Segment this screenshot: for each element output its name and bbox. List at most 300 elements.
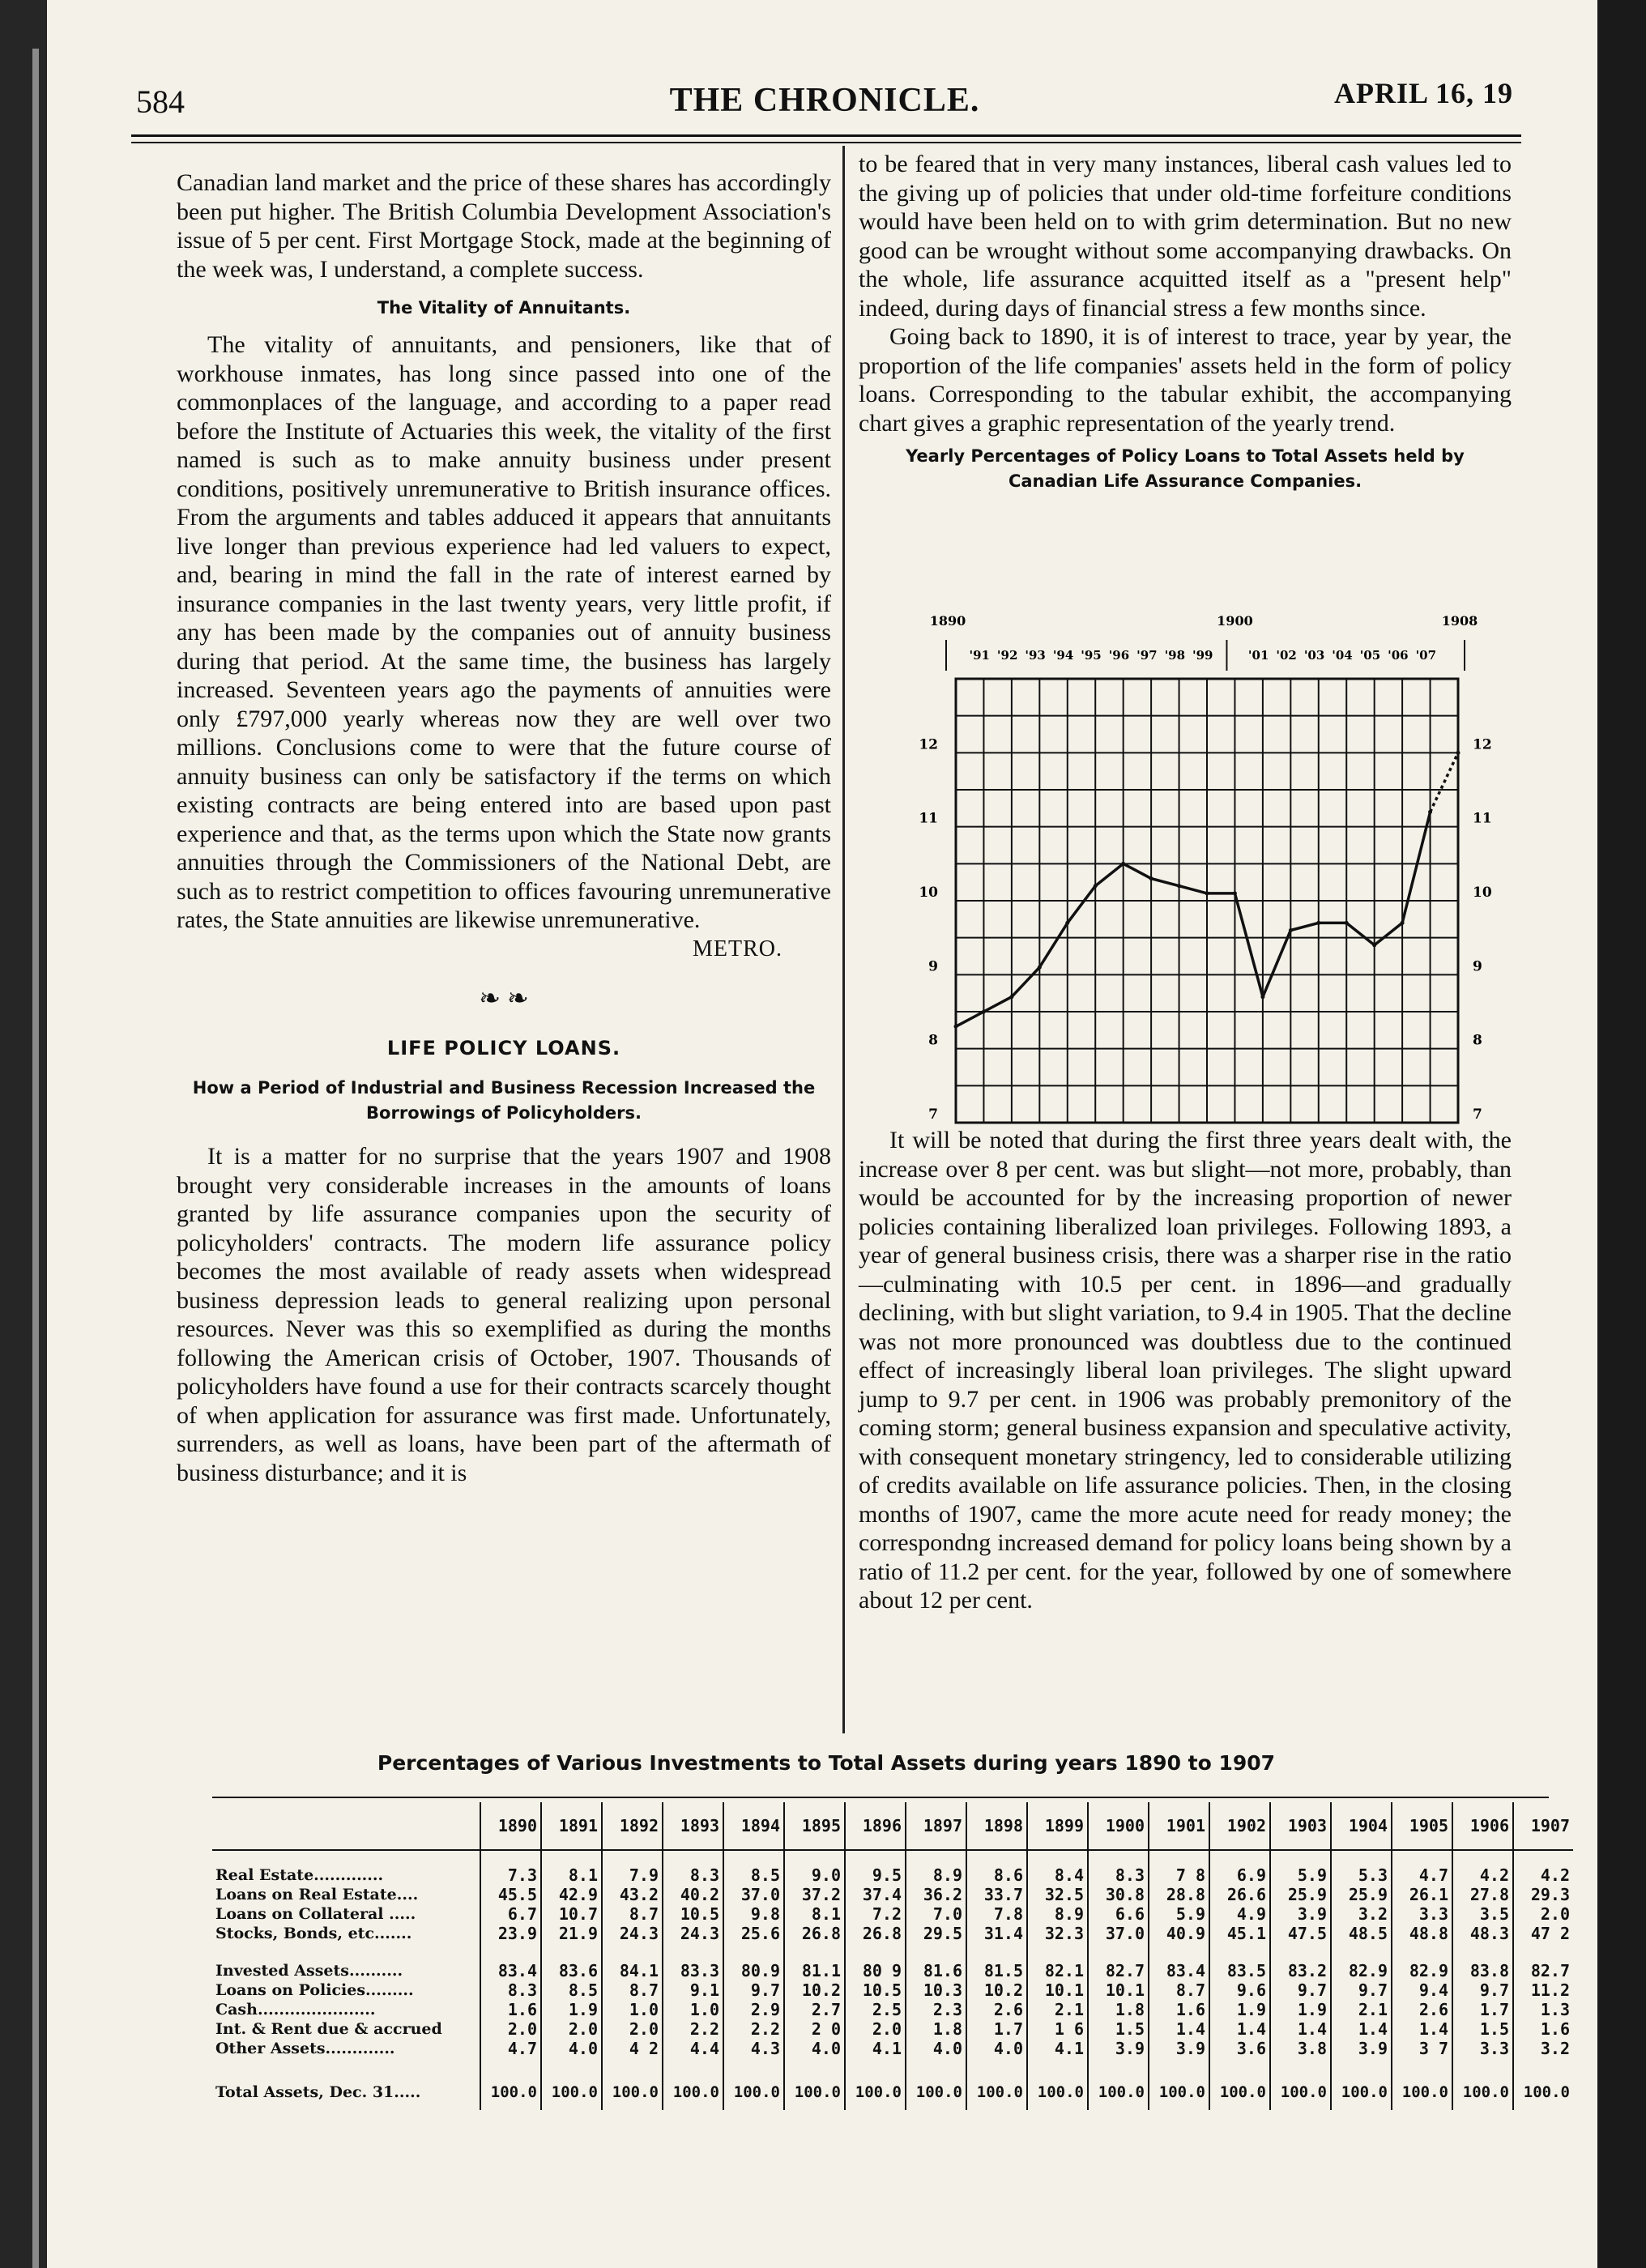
spacer-cell <box>602 2058 663 2074</box>
spacer-cell <box>480 2058 541 2074</box>
data-point <box>1401 921 1405 925</box>
row-label: Loans on Real Estate.... <box>215 1886 419 1904</box>
table-cell: 8.3 <box>480 1980 541 2000</box>
column-rule <box>842 146 845 1733</box>
table-cell: 45.1 <box>1209 1924 1270 1943</box>
table-cell: 3.2 <box>1513 2039 1573 2058</box>
spacer-cell <box>1027 2058 1088 2074</box>
table-cell: 8.3 <box>663 1865 723 1885</box>
journal-title: THE CHRONICLE. <box>669 82 980 119</box>
table-cell: 3.2 <box>1331 1904 1392 1924</box>
table-cell: 3.9 <box>1088 2039 1149 2058</box>
x-tick-label: '95 <box>1081 648 1102 663</box>
table-row <box>212 1904 1573 1924</box>
table-cell: 8.3 <box>1088 1865 1149 1885</box>
table-cell: 42.9 <box>541 1885 602 1904</box>
table-cell: 1.9 <box>1209 2000 1270 2019</box>
x-top-label: 1908 <box>1441 613 1478 629</box>
table-cell: 2 0 <box>784 2019 845 2039</box>
table-cell: 32.3 <box>1027 1924 1088 1943</box>
year-header: 1890 <box>480 1802 541 1850</box>
spacer-cell <box>966 2058 1027 2074</box>
table-cell: 1.5 <box>1088 2019 1149 2039</box>
table-cell: 40.2 <box>663 1885 723 1904</box>
spacer-cell <box>1270 1943 1331 1961</box>
book-spine <box>0 0 47 2268</box>
row-label: Int. & Rent due & accrued <box>215 2020 442 2038</box>
table-cell: 3.9 <box>1270 1904 1331 1924</box>
table-cell: 10.2 <box>784 1980 845 2000</box>
table-cell: 4.4 <box>663 2039 723 2058</box>
table-cell: 26.1 <box>1392 1885 1452 1904</box>
spacer-cell <box>1209 2058 1270 2074</box>
data-point <box>1177 884 1181 888</box>
table-cell: 83.5 <box>1209 1961 1270 1980</box>
spacer-cell <box>212 1850 480 1865</box>
spacer-cell <box>212 1943 480 1961</box>
table-cell: 100.0 <box>723 2074 784 2110</box>
spacer-cell <box>480 1943 541 1961</box>
table-cell: 2.0 <box>602 2019 663 2039</box>
spacer-cell <box>1088 2058 1149 2074</box>
y-tick-label-left: 11 <box>919 810 938 827</box>
year-header: 1891 <box>541 1802 602 1850</box>
spacer-cell <box>663 1850 723 1865</box>
table-cell: 37.2 <box>784 1885 845 1904</box>
spacer-cell <box>845 1850 906 1865</box>
spacer-cell <box>480 1850 541 1865</box>
x-tick-label: '04 <box>1332 648 1353 663</box>
x-tick-label: '94 <box>1052 648 1074 663</box>
table-cell: 48.3 <box>1452 1924 1513 1943</box>
spacer-cell <box>1513 2058 1573 2074</box>
table-rule <box>212 1797 1549 1798</box>
table-row <box>212 2019 1573 2039</box>
table-cell: 100.0 <box>845 2074 906 2110</box>
table-cell: 26.6 <box>1209 1885 1270 1904</box>
year-header: 1905 <box>1392 1802 1452 1850</box>
chart-svg <box>891 598 1492 1132</box>
table-cell: 1.4 <box>1209 2019 1270 2039</box>
spacer-cell <box>541 1943 602 1961</box>
table-cell: 82.9 <box>1392 1961 1452 1980</box>
spacer-cell <box>1331 1850 1392 1865</box>
table-cell: 21.9 <box>541 1924 602 1943</box>
table-cell: 4.2 <box>1452 1865 1513 1885</box>
data-point <box>1428 810 1432 814</box>
year-header: 1900 <box>1088 1802 1149 1850</box>
year-header: 1903 <box>1270 1802 1331 1850</box>
data-point <box>1316 921 1320 925</box>
table-cell: 7.3 <box>480 1865 541 1885</box>
table-cell: 10.1 <box>1088 1980 1149 2000</box>
table-row <box>212 1924 1573 1943</box>
data-point <box>1456 751 1461 755</box>
spacer-cell <box>966 1943 1027 1961</box>
row-label: Real Estate............. <box>215 1866 384 1884</box>
table-cell: 8.5 <box>541 1980 602 2000</box>
table-cell: 4.1 <box>845 2039 906 2058</box>
table-cell: 8.7 <box>602 1980 663 2000</box>
row-label: Cash...................... <box>215 2001 376 2019</box>
table-cell: 3 7 <box>1392 2039 1452 2058</box>
table-cell: 83.4 <box>1149 1961 1209 1980</box>
spacer-cell <box>1149 2058 1209 2074</box>
table-cell: 9.0 <box>784 1865 845 1885</box>
table-cell: 32.5 <box>1027 1885 1088 1904</box>
spacer-cell <box>663 1943 723 1961</box>
spacer-row <box>212 1943 1573 1961</box>
data-point <box>1094 884 1098 888</box>
table-row <box>212 2039 1573 2058</box>
x-tick-label: '96 <box>1108 648 1130 663</box>
data-point <box>982 1010 986 1014</box>
year-header: 1902 <box>1209 1802 1270 1850</box>
header-rule <box>131 134 1521 137</box>
y-tick-label-right: 12 <box>1473 736 1492 753</box>
table-cell: 82.7 <box>1088 1961 1149 1980</box>
policy-loans-chart <box>891 598 1492 1132</box>
table-cell: 2.1 <box>1331 2000 1392 2019</box>
spacer-cell <box>602 1943 663 1961</box>
table-cell: 6.7 <box>480 1904 541 1924</box>
loans-paragraph: It is a matter for no surprise that the years 1907 and 1908 brought very considerable increases in the amounts of loans granted by life assurance companies upon the security of policyholders' contracts. The modern life assurance policy becomes the most available of ready assets when widespread business depression leads to general realizing upon personal resources. Never was this so exemplified as during the months following the American crisis of October, 1907. Thousands of policyholders have found a use for their contracts scarcely thought of when application for assurance was first made. Unfortunately, surrenders, as well as loans, have been part of the aftermath of business disturbance; and it is <box>177 1143 831 1486</box>
table-cell: 3.3 <box>1452 2039 1513 2058</box>
table-cell: 8.9 <box>906 1865 966 1885</box>
x-top-label: 1890 <box>929 613 966 629</box>
year-header: 1897 <box>906 1802 966 1850</box>
table-cell: 47.5 <box>1270 1924 1331 1943</box>
table-cell: 2.2 <box>723 2019 784 2039</box>
spacer-cell <box>1209 1850 1270 1865</box>
table-row <box>212 1885 1573 1904</box>
spacer-cell <box>1027 1850 1088 1865</box>
x-tick-label: '93 <box>1025 648 1046 663</box>
table-header-row <box>212 1802 1573 1850</box>
year-header: 1904 <box>1331 1802 1392 1850</box>
table-cell: 10.2 <box>966 1980 1027 2000</box>
table-cell: 8.1 <box>784 1904 845 1924</box>
table-cell: 1.4 <box>1270 2019 1331 2039</box>
table-cell: 4.1 <box>1027 2039 1088 2058</box>
page-header <box>136 75 1513 131</box>
table-cell: 2.6 <box>966 2000 1027 2019</box>
table-cell: 40.9 <box>1149 1924 1209 1943</box>
spacer-cell <box>541 1850 602 1865</box>
table-cell: 5.3 <box>1331 1865 1392 1885</box>
spacer-row <box>212 2058 1573 2074</box>
table-cell: 27.8 <box>1452 1885 1513 1904</box>
table-cell: 100.0 <box>906 2074 966 2110</box>
table-cell: 33.7 <box>966 1885 1027 1904</box>
y-tick-label-right: 9 <box>1473 958 1482 975</box>
table-cell: 5.9 <box>1149 1904 1209 1924</box>
spacer-cell <box>1209 1943 1270 1961</box>
series-line <box>956 812 1431 1026</box>
table-cell: 2.7 <box>784 2000 845 2019</box>
table-cell: 100.0 <box>541 2074 602 2110</box>
table-cell: 23.9 <box>480 1924 541 1943</box>
table-cell: 7.0 <box>906 1904 966 1924</box>
table-cell: 2.1 <box>1027 2000 1088 2019</box>
table-cell: 29.3 <box>1513 1885 1573 1904</box>
x-tick-label: '97 <box>1136 648 1158 663</box>
table-cell: 100.0 <box>663 2074 723 2110</box>
data-point <box>1065 921 1069 925</box>
table-cell: 2.0 <box>541 2019 602 2039</box>
table-cell: 2.5 <box>845 2000 906 2019</box>
table-cell: 8.5 <box>723 1865 784 1885</box>
table-cell: 10.7 <box>541 1904 602 1924</box>
spacer-cell <box>1331 2058 1392 2074</box>
table-cell: 1.5 <box>1452 2019 1513 2039</box>
spacer-cell <box>1452 2058 1513 2074</box>
year-header: 1898 <box>966 1802 1027 1850</box>
table-cell: 29.5 <box>906 1924 966 1943</box>
table-title: Percentages of Various Investments to Total Assets during years 1890 to 1907 <box>377 1751 1276 1775</box>
table-cell: 83.2 <box>1270 1961 1331 1980</box>
table-cell: 1.7 <box>966 2019 1027 2039</box>
x-tick-label: '05 <box>1359 648 1381 663</box>
data-point <box>1205 891 1209 895</box>
investments-table <box>212 1802 1573 2110</box>
table-cell: 81.6 <box>906 1961 966 1980</box>
table-cell: 4.0 <box>966 2039 1027 2058</box>
ornament: ❧ ❧ <box>479 983 529 1013</box>
table-cell: 4.3 <box>723 2039 784 2058</box>
spacer-cell <box>723 1850 784 1865</box>
table-cell: 83.3 <box>663 1961 723 1980</box>
table-cell: 7.2 <box>845 1904 906 1924</box>
row-label: Stocks, Bonds, etc....... <box>215 1925 412 1942</box>
table-cell: 100.0 <box>1270 2074 1331 2110</box>
table-cell: 31.4 <box>966 1924 1027 1943</box>
x-tick-label: '07 <box>1415 648 1437 663</box>
spacer-cell <box>1149 1850 1209 1865</box>
table-cell: 80 9 <box>845 1961 906 1980</box>
spacer-cell <box>1027 1943 1088 1961</box>
table-cell: 4.0 <box>906 2039 966 2058</box>
table-cell: 9.4 <box>1392 1980 1452 2000</box>
table-cell: 9.5 <box>845 1865 906 1885</box>
table-cell: 8.7 <box>602 1904 663 1924</box>
table-cell: 1.6 <box>480 2000 541 2019</box>
table-cell: 25.9 <box>1331 1885 1392 1904</box>
going-back-paragraph: Going back to 1890, it is of interest to trace, year by year, the proportion of the life companies' assets held in the form of policy loans. Corresponding to the tabular exhibit, the accompanying chart gives a graphic representation of the yearly trend. <box>859 323 1512 437</box>
table-cell: 3.6 <box>1209 2039 1270 2058</box>
header-blank <box>212 1802 480 1850</box>
x-tick-label: '02 <box>1276 648 1297 663</box>
spacer-cell <box>212 2058 480 2074</box>
table-row <box>212 2000 1573 2019</box>
x-tick-label: '99 <box>1192 648 1213 663</box>
table-cell: 1.0 <box>602 2000 663 2019</box>
table-cell: 1.9 <box>541 2000 602 2019</box>
year-header: 1895 <box>784 1802 845 1850</box>
table-cell: 1 6 <box>1027 2019 1088 2039</box>
y-tick-label-right: 11 <box>1473 810 1492 827</box>
x-tick-label: '92 <box>996 648 1018 663</box>
chart-heading: Yearly Percentages of Policy Loans to Total Assets held by Canadian Life Assurance Companies. <box>906 446 1465 491</box>
y-tick-label-left: 9 <box>928 958 938 975</box>
spacer-cell <box>1452 1943 1513 1961</box>
series-line-projected <box>1431 752 1458 812</box>
table-cell: 3.8 <box>1270 2039 1331 2058</box>
table-cell: 100.0 <box>1088 2074 1149 2110</box>
spacer-cell <box>845 1943 906 1961</box>
table-cell: 100.0 <box>1513 2074 1573 2110</box>
table-cell: 1.4 <box>1149 2019 1209 2039</box>
after-chart-paragraph: It will be noted that during the first three years dealt with, the increase over 8 per cent. was but slight—not more, probably, than would be accounted for by the increasing proportion of newer policies containing liberalized loan privileges. Following 1893, a year of general business crisis, there was a sharper rise in the ratio—culminating with 10.5 per cent. in 1896—and gradually declining, with but slight variation, to 9.4 in 1905. That the decline was not more pronounced was doubtless due to the continued effect of increasingly liberal loan privileges. The slight upward jump to 9.7 per cent. in 1906 was probably premonitory of the coming storm; general business expansion and speculative activity, with consequent monetary stringency, led to considerable utilizing of credits available on life assurance policies. Then, in the closing months of 1907, came the more acute need for ready money; the correspondng increased demand for policy loans being shown by a ratio of 11.2 per cent. for the year, followed by one of somewhere about 12 per cent. <box>859 1127 1512 1614</box>
table-row <box>212 1961 1573 1980</box>
table-cell: 2.0 <box>480 2019 541 2039</box>
chart-commentary <box>859 1126 1512 1615</box>
section-subtitle: How a Period of Industrial and Business Recession Increased the Borrowings of Policyholders. <box>192 1078 816 1123</box>
y-tick-label-left: 12 <box>919 736 938 753</box>
table-cell: 7 8 <box>1149 1865 1209 1885</box>
table-cell: 26.8 <box>845 1924 906 1943</box>
table-cell: 4.0 <box>541 2039 602 2058</box>
spacer-cell <box>845 2058 906 2074</box>
table-cell: 47 2 <box>1513 1924 1573 1943</box>
y-tick-label-left: 7 <box>928 1106 938 1123</box>
section-title: LIFE POLICY LOANS. <box>386 1036 621 1059</box>
table-cell: 9.6 <box>1209 1980 1270 2000</box>
x-tick-label: '01 <box>1247 648 1269 663</box>
table-cell: 100.0 <box>966 2074 1027 2110</box>
table-cell: 28.8 <box>1149 1885 1209 1904</box>
spacer-cell <box>1392 1850 1452 1865</box>
table-cell: 100.0 <box>1392 2074 1452 2110</box>
data-point <box>1345 921 1349 925</box>
table-cell: 9.7 <box>1452 1980 1513 2000</box>
page-number: 584 <box>136 83 185 120</box>
table-cell: 1.0 <box>663 2000 723 2019</box>
table-cell: 100.0 <box>480 2074 541 2110</box>
table-cell: 80.9 <box>723 1961 784 1980</box>
table-cell: 82.1 <box>1027 1961 1088 1980</box>
table-cell: 1.6 <box>1149 2000 1209 2019</box>
spacer-cell <box>906 2058 966 2074</box>
table-cell: 1.4 <box>1331 2019 1392 2039</box>
table-cell: 83.4 <box>480 1961 541 1980</box>
table-cell: 25.6 <box>723 1924 784 1943</box>
table-cell: 2.2 <box>663 2019 723 2039</box>
table-cell: 81.5 <box>966 1961 1027 1980</box>
table-cell: 3.3 <box>1392 1904 1452 1924</box>
table-cell: 100.0 <box>602 2074 663 2110</box>
table-cell: 1.8 <box>906 2019 966 2039</box>
table-cell: 26.8 <box>784 1924 845 1943</box>
table-cell: 81.1 <box>784 1961 845 1980</box>
spacer-cell <box>784 2058 845 2074</box>
spacer-cell <box>1270 1850 1331 1865</box>
table-cell: 2.9 <box>723 2000 784 2019</box>
table-cell: 37.0 <box>1088 1924 1149 1943</box>
spacer-row <box>212 1850 1573 1865</box>
x-top-label: 1900 <box>1217 613 1253 629</box>
table-row <box>212 2074 1573 2110</box>
table-cell: 83.8 <box>1452 1961 1513 1980</box>
table-row <box>212 1865 1573 1885</box>
spine-edge <box>32 49 39 2268</box>
table-cell: 8.9 <box>1027 1904 1088 1924</box>
table-cell: 8.1 <box>541 1865 602 1885</box>
row-label: Total Assets, Dec. 31..... <box>215 2083 421 2101</box>
spacer-cell <box>1392 1943 1452 1961</box>
x-tick-label: '06 <box>1388 648 1409 663</box>
table-cell: 11.2 <box>1513 1980 1573 2000</box>
year-header: 1893 <box>663 1802 723 1850</box>
x-tick-label: '03 <box>1303 648 1325 663</box>
table-cell: 48.8 <box>1392 1924 1452 1943</box>
table-cell: 83.6 <box>541 1961 602 1980</box>
table-cell: 9.1 <box>663 1980 723 2000</box>
table-cell: 1.4 <box>1392 2019 1452 2039</box>
table-cell: 100.0 <box>1452 2074 1513 2110</box>
table-cell: 24.3 <box>663 1924 723 1943</box>
table-cell: 1.8 <box>1088 2000 1149 2019</box>
annuitants-heading: The Vitality of Annuitants. <box>377 298 631 318</box>
table-cell: 10.5 <box>663 1904 723 1924</box>
spacer-cell <box>1088 1850 1149 1865</box>
row-label: Invested Assets.......... <box>215 1962 403 1980</box>
table-cell: 7.9 <box>602 1865 663 1885</box>
table-cell: 30.8 <box>1088 1885 1149 1904</box>
table-cell: 82.9 <box>1331 1961 1392 1980</box>
table-cell: 2.0 <box>1513 1904 1573 1924</box>
data-point <box>1260 995 1264 999</box>
data-point <box>1149 876 1153 880</box>
table-cell: 36.2 <box>906 1885 966 1904</box>
table-cell: 2.3 <box>906 2000 966 2019</box>
left-column <box>177 168 831 1487</box>
spacer-cell <box>966 1850 1027 1865</box>
table-cell: 37.0 <box>723 1885 784 1904</box>
table-cell: 1.3 <box>1513 2000 1573 2019</box>
table-cell: 43.2 <box>602 1885 663 1904</box>
spacer-cell <box>1270 2058 1331 2074</box>
table-cell: 3.9 <box>1149 2039 1209 2058</box>
table-cell: 100.0 <box>1331 2074 1392 2110</box>
spacer-cell <box>723 1943 784 1961</box>
table-cell: 10.5 <box>845 1980 906 2000</box>
table-cell: 82.7 <box>1513 1961 1573 1980</box>
header-rule-double <box>131 142 1521 143</box>
table-cell: 84.1 <box>602 1961 663 1980</box>
table-cell: 2.6 <box>1392 2000 1452 2019</box>
table-cell: 5.9 <box>1270 1865 1331 1885</box>
spacer-cell <box>1452 1850 1513 1865</box>
table-cell: 100.0 <box>1027 2074 1088 2110</box>
table-cell: 100.0 <box>1209 2074 1270 2110</box>
table-cell: 1.7 <box>1452 2000 1513 2019</box>
table-cell: 4 2 <box>602 2039 663 2058</box>
data-point <box>1233 891 1237 895</box>
year-header: 1896 <box>845 1802 906 1850</box>
year-header: 1892 <box>602 1802 663 1850</box>
data-point <box>1038 966 1042 970</box>
spacer-cell <box>723 2058 784 2074</box>
spacer-cell <box>1392 2058 1452 2074</box>
spacer-cell <box>1513 1943 1573 1961</box>
author-signature: METRO. <box>693 936 782 961</box>
spacer-cell <box>602 1850 663 1865</box>
y-tick-label-right: 10 <box>1473 885 1492 901</box>
spacer-cell <box>663 2058 723 2074</box>
table-row <box>212 1980 1573 2000</box>
table-cell: 10.1 <box>1027 1980 1088 2000</box>
